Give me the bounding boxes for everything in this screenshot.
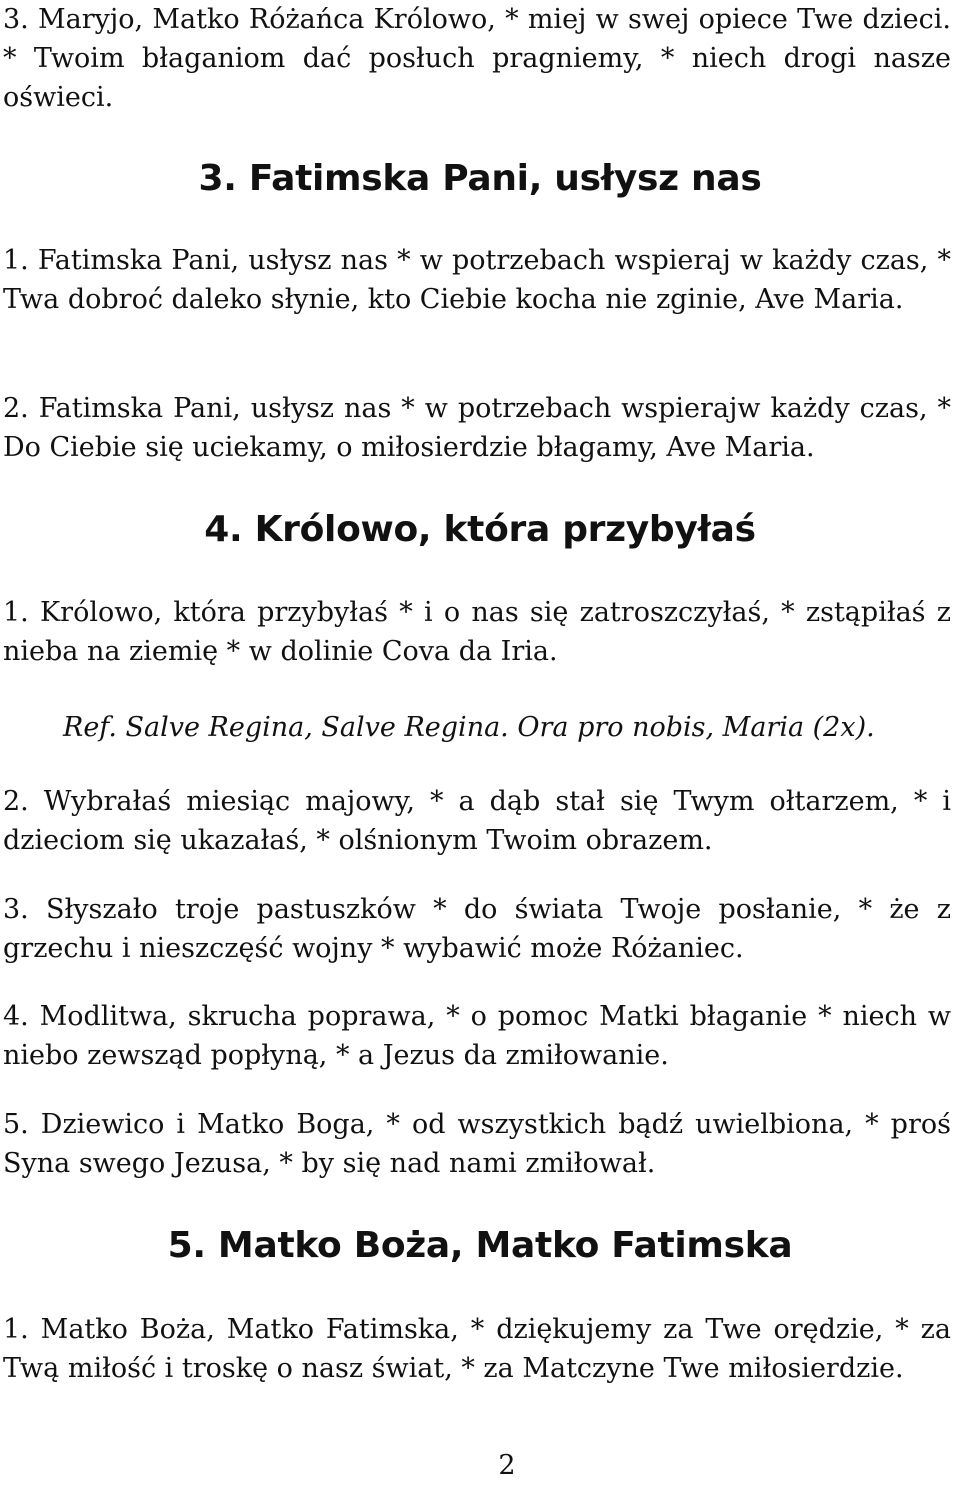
song-5-verse-1: 1. Matko Boża, Matko Fatimska, * dziękujemy za Twe orędzie, * za Twą miłość i troskę o nasz świat, * za Matczyne Twe miłosierdzie. [3, 1314, 951, 1384]
song-3-verse-2: 2. Fatimska Pani, usłysz nas * w potrzebach wspierajw każdy czas, * Do Ciebie się uciekamy, o miłosierdzie błagamy, Ave Maria. [3, 393, 951, 463]
song-5-title: 5. Matko Boża, Matko Fatimska [167, 1225, 793, 1266]
song-4-verse-2: 2. Wybrałaś miesiąc majowy, * a dąb stał się Twym ołtarzem, * i dzieciom się ukazałaś, * olśnionym Twoim obrazem. [3, 786, 951, 856]
song-4-refrain: Ref. Salve Regina, Salve Regina. Ora pro nobis, Maria (2x). [63, 712, 875, 743]
song-4-verse-5: 5. Dziewico i Matko Boga, * od wszystkich bądź uwielbiona, * proś Syna swego Jezusa, * by się nad nami zmiłował. [3, 1109, 951, 1179]
song-4-verse-3: 3. Słyszało troje pastuszków * do świata Twoje posłanie, * że z grzechu i nieszczęść wojny * wybawić może Różaniec. [3, 894, 951, 964]
page-number: 2 [498, 1450, 516, 1481]
song-3-verse-1: 1. Fatimska Pani, usłysz nas * w potrzebach wspieraj w każdy czas, * Twa dobroć daleko słynie, kto Ciebie kocha nie zginie, Ave Maria. [3, 245, 951, 315]
song-2-verse-3: 3. Maryjo, Matko Różańca Królowo, * miej w swej opiece Twe dzieci. * Twoim błaganiom dać posłuch pragniemy, * niech drogi nasze oświeci. [3, 4, 951, 113]
song-4-verse-4: 4. Modlitwa, skrucha poprawa, * o pomoc Matki błaganie * niech w niebo zewsząd popłyną, * a Jezus da zmiłowanie. [3, 1001, 951, 1071]
song-3-title: 3. Fatimska Pani, usłysz nas [198, 158, 762, 199]
song-4-title: 4. Królowo, która przybyłaś [204, 509, 756, 550]
song-4-verse-1: 1. Królowo, która przybyłaś * i o nas się zatroszczyłaś, * zstąpiłaś z nieba na ziemię * w dolinie Cova da Iria. [3, 597, 951, 667]
